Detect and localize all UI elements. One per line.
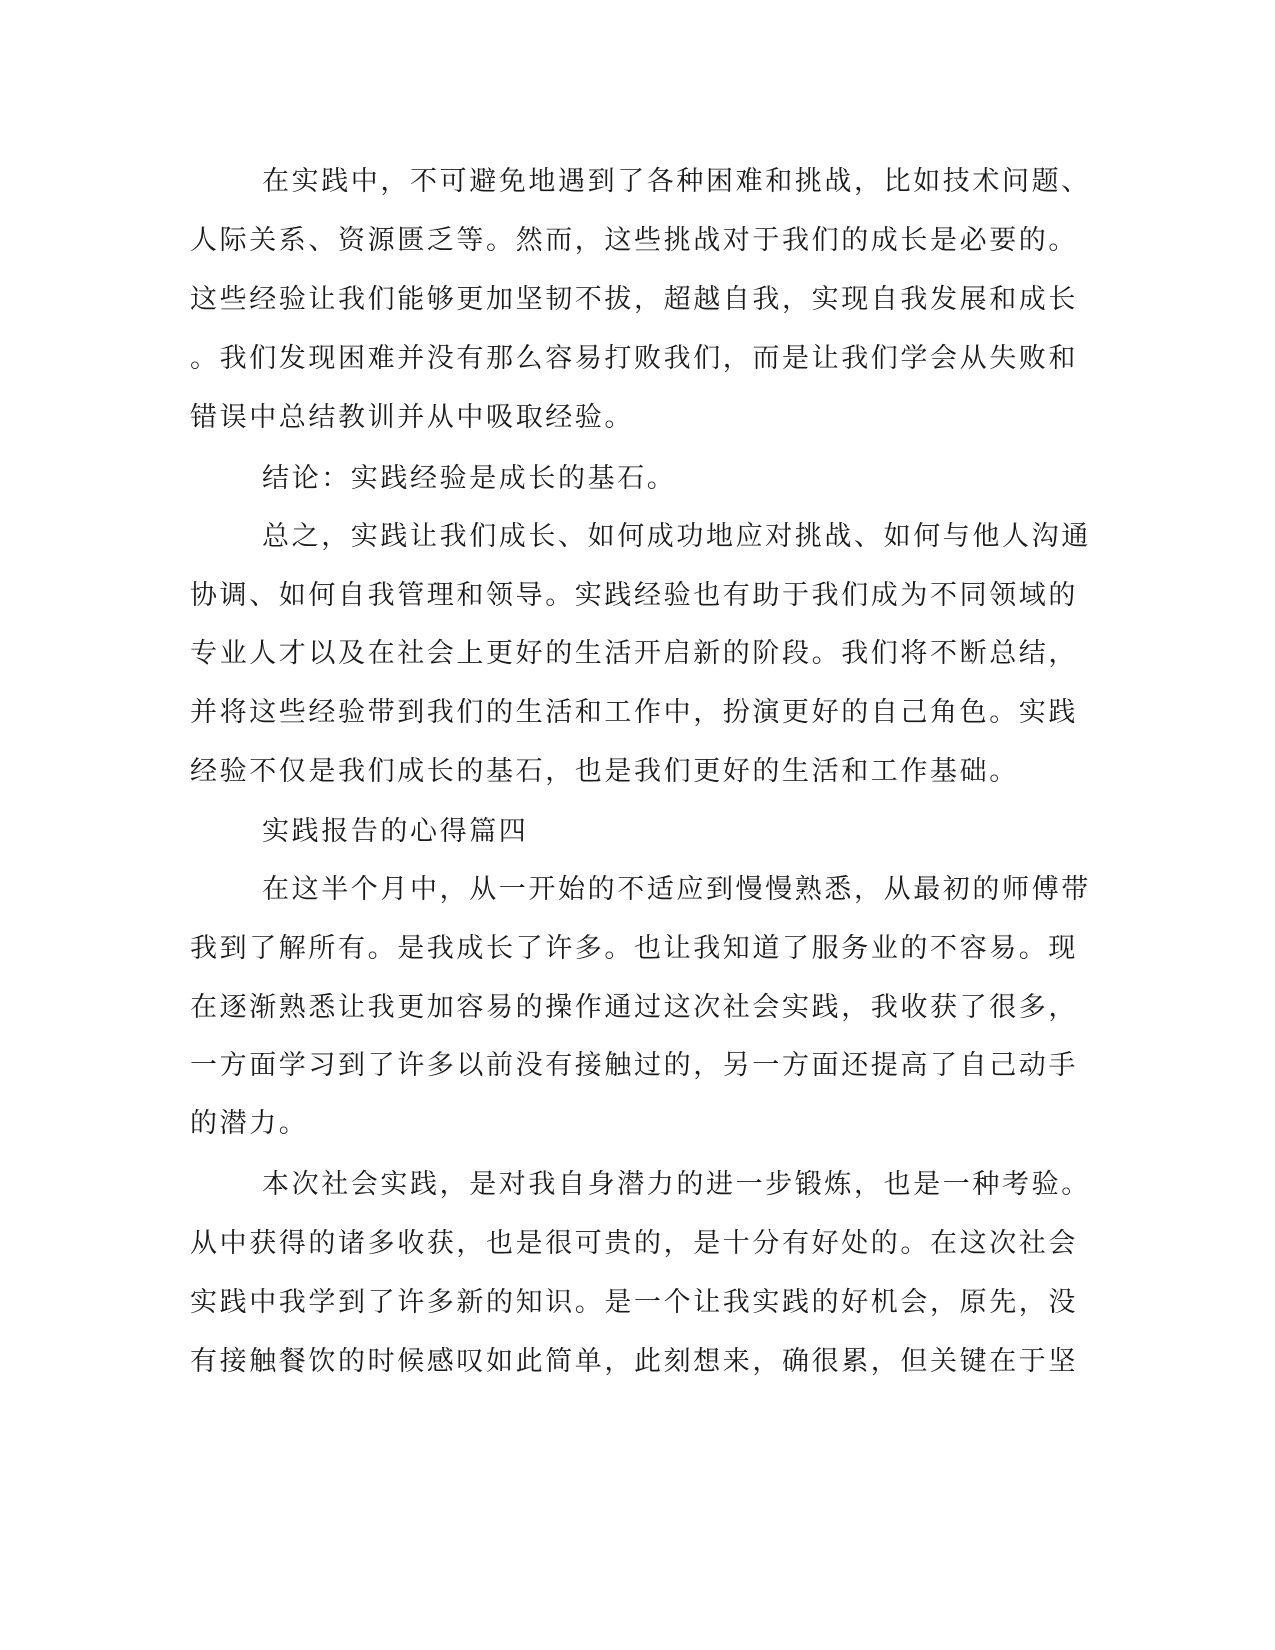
text-line: 我到了解所有。是我成长了许多。也让我知道了服务业的不容易。现 xyxy=(190,933,1078,964)
text-line: 在这半个月中，从一开始的不适应到慢慢熟悉，从最初的师傅带 xyxy=(262,874,1091,905)
text-line: 本次社会实践，是对我自身潜力的进一步锻炼，也是一种考验。 xyxy=(262,1169,1091,1200)
text-line: 人际关系、资源匮乏等。然而，这些挑战对于我们的成长是必要的。 xyxy=(190,225,1078,256)
text-line: 在逐渐熟悉让我更加容易的操作通过这次社会实践，我收获了很多， xyxy=(190,992,1078,1023)
text-line: 实践中我学到了许多新的知识。是一个让我实践的好机会，原先，没 xyxy=(190,1287,1078,1318)
conclusion-heading: 结论：实践经验是成长的基石。 xyxy=(262,463,677,494)
text-line: 错误中总结教训并从中吸取经验。 xyxy=(190,402,634,433)
section-title: 实践报告的心得篇四 xyxy=(262,816,529,847)
text-line: 总之，实践让我们成长、如何成功地应对挑战、如何与他人沟通 xyxy=(262,521,1091,552)
text-line: 经验不仅是我们成长的基石，也是我们更好的生活和工作基础。 xyxy=(190,756,1019,787)
text-line: 专业人才以及在社会上更好的生活开启新的阶段。我们将不断总结， xyxy=(190,638,1078,669)
text-line: 在实践中，不可避免地遇到了各种困难和挑战，比如技术问题、 xyxy=(262,166,1091,197)
text-line: 的潜力。 xyxy=(190,1108,309,1139)
text-line: 并将这些经验带到我们的生活和工作中，扮演更好的自己角色。实践 xyxy=(190,697,1078,728)
text-line: 从中获得的诸多收获，也是很可贵的，是十分有好处的。在这次社会 xyxy=(190,1228,1078,1259)
text-line: 。我们发现困难并没有那么容易打败我们，而是让我们学会从失败和 xyxy=(190,343,1078,374)
text-line: 协调、如何自我管理和领导。实践经验也有助于我们成为不同领域的 xyxy=(190,580,1078,611)
text-line: 一方面学习到了许多以前没有接触过的，另一方面还提高了自己动手 xyxy=(190,1050,1078,1081)
text-line: 有接触餐饮的时候感叹如此简单，此刻想来，确很累，但关键在于坚 xyxy=(190,1346,1078,1377)
text-line: 这些经验让我们能够更加坚韧不拔，超越自我，实现自我发展和成长 xyxy=(190,284,1078,315)
